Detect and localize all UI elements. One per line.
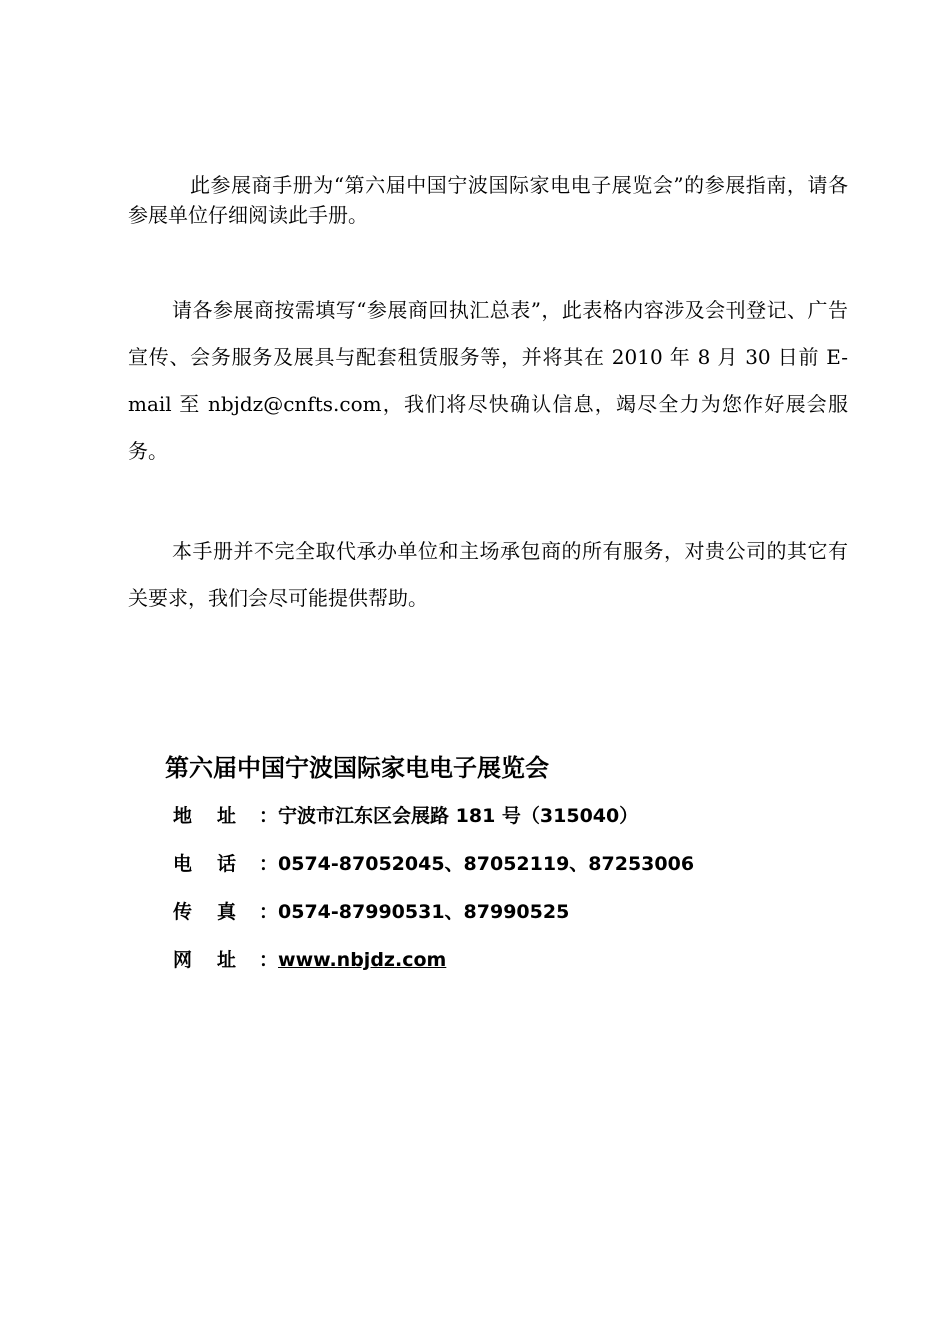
disclaimer-paragraph: 本手册并不完全取代承办单位和主场承包商的所有服务，对贵公司的其它有关要求，我们会尽可能提供帮助。 (128, 539, 848, 610)
phone-value: 0574-87052045、87052119、87253006 (278, 853, 695, 875)
intro-paragraph: 此参展商手册为“第六届中国宁波国际家电电子展览会”的参展指南，请各参展单位仔细阅读此手册。 (128, 173, 848, 227)
contact-block (165, 746, 845, 984)
address-value: 宁波市江东区会展路 181 号（315040） (278, 805, 639, 827)
phone-label: 电 话 (173, 853, 237, 875)
organization-name: 第六届中国宁波国际家电电子展览会 (165, 754, 549, 782)
website-label: 网 址 (173, 949, 237, 971)
fax-value: 0574-87990531、87990525 (278, 901, 570, 923)
fax-label: 传 真 (173, 901, 237, 923)
form-instructions-paragraph: 请各参展商按需填写“参展商回执汇总表”，此表格内容涉及会刊登记、广告宣传、会务服务及展具与配套租赁服务等，并将其在 2010 年 8 月 30 日前 E-mail 至 nbjdz@cnfts.com，我们将尽快确认信息，竭尽全力为您作好展会服务。 (128, 298, 848, 463)
fax-row: 传 真 ：0574-87990531、87990525 (165, 888, 845, 936)
website-link[interactable]: www.nbjdz.com (278, 949, 447, 971)
address-label: 地 址 (173, 805, 237, 827)
address-row: 地 址 ：宁波市江东区会展路 181 号（315040） (165, 792, 845, 840)
phone-row: 电 话 ：0574-87052045、87052119、87253006 (165, 840, 845, 888)
website-row: 网 址 ：www.nbjdz.com (165, 936, 845, 984)
